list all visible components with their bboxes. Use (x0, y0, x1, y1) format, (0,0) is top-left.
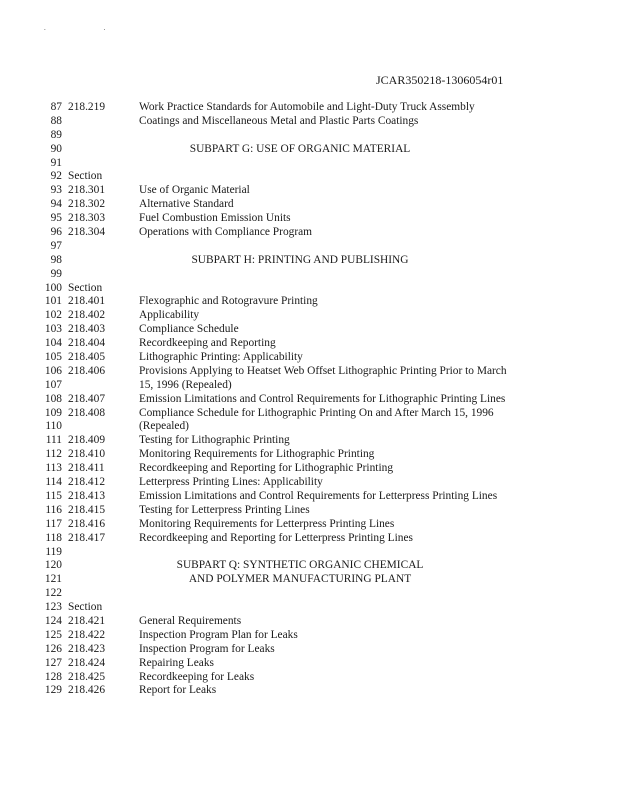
section-title: Applicability (139, 309, 200, 322)
section-title: Lithographic Printing: Applicability (139, 351, 303, 364)
document-id: JCAR350218-1306054r01 (376, 73, 504, 87)
line-row (0, 546, 618, 560)
line-row (0, 282, 618, 296)
section-number: 218.303 (68, 212, 106, 225)
section-number: 218.304 (68, 226, 106, 239)
section-number: Section (68, 170, 103, 183)
line-row (0, 643, 618, 657)
line-number: 90 (50, 142, 62, 155)
line-row (0, 170, 618, 184)
section-title: Report for Leaks (139, 684, 217, 697)
line-number: 121 (44, 573, 62, 586)
section-title: Testing for Lithographic Printing (139, 434, 290, 447)
section-number: 218.412 (68, 476, 106, 489)
line-number: 91 (50, 156, 62, 169)
line-number: 99 (50, 267, 62, 280)
line-number: 104 (44, 337, 62, 350)
subpart-heading: SUBPART H: PRINTING AND PUBLISHING (191, 253, 409, 266)
line-number: 111 (45, 434, 62, 447)
line-number: 107 (44, 378, 62, 391)
line-row (0, 379, 618, 393)
section-number: 218.407 (68, 392, 106, 405)
line-row (0, 101, 618, 115)
line-row (0, 629, 618, 643)
line-number: 119 (45, 545, 62, 558)
line-number: 101 (44, 295, 62, 308)
line-number: 129 (44, 684, 62, 697)
section-title: Fuel Combustion Emission Units (139, 212, 291, 225)
section-title: Repairing Leaks (139, 656, 214, 669)
line-row (0, 212, 618, 226)
section-number: 218.302 (68, 198, 106, 211)
section-number: 218.408 (68, 406, 106, 419)
section-number: 218.403 (68, 323, 106, 336)
line-number: 100 (44, 281, 62, 294)
line-row (0, 226, 618, 240)
section-title: Work Practice Standards for Automobile and Light-Duty Truck Assembly (139, 101, 475, 113)
section-number: 218.426 (68, 684, 106, 697)
section-number: 218.405 (68, 351, 106, 364)
section-number: 218.406 (68, 364, 106, 377)
section-number: 218.404 (68, 337, 106, 350)
line-row (0, 587, 618, 601)
section-title: Emission Limitations and Control Requirements for Letterpress Printing Lines (139, 489, 498, 502)
line-number: 112 (45, 448, 62, 461)
line-number: 128 (44, 670, 62, 683)
line-row (0, 240, 618, 254)
line-row (0, 337, 618, 351)
line-number: 113 (45, 462, 62, 475)
line-row (0, 462, 618, 476)
line-number: 114 (45, 476, 62, 489)
line-number: 94 (50, 198, 62, 211)
section-title: Compliance Schedule for Lithographic Printing On and After March 15, 1996 (139, 406, 494, 419)
line-number: 124 (44, 614, 62, 627)
line-number: 98 (50, 253, 62, 266)
section-title: Monitoring Requirements for Lithographic Printing (139, 448, 375, 461)
line-row (0, 268, 618, 282)
section-number: 218.415 (68, 503, 106, 516)
section-number: 218.424 (68, 656, 106, 669)
line-number: 108 (44, 392, 62, 405)
line-number: 88 (50, 114, 62, 127)
line-number: 117 (45, 517, 62, 530)
section-number: 218.219 (68, 101, 106, 113)
line-row (0, 448, 618, 462)
line-number: 97 (50, 239, 62, 252)
section-title: 15, 1996 (Repealed) (139, 378, 232, 391)
section-number: 218.301 (68, 184, 106, 197)
line-row (0, 143, 618, 157)
section-number: 218.409 (68, 434, 106, 447)
section-number: 218.411 (68, 462, 105, 475)
line-row (0, 490, 618, 504)
line-row (0, 615, 618, 629)
line-row (0, 393, 618, 407)
section-number: 218.413 (68, 489, 106, 502)
line-row (0, 323, 618, 337)
line-row (0, 198, 618, 212)
line-number: 95 (50, 212, 62, 225)
line-row (0, 365, 618, 379)
section-title: (Repealed) (139, 420, 189, 433)
section-title: Provisions Applying to Heatset Web Offset Lithographic Printing Prior to March (139, 364, 507, 377)
subpart-heading: AND POLYMER MANUFACTURING PLANT (188, 573, 412, 586)
line-number: 102 (44, 309, 62, 322)
line-row (0, 407, 618, 421)
subpart-heading: SUBPART Q: SYNTHETIC ORGANIC CHEMICAL (176, 559, 424, 572)
line-row (0, 351, 618, 365)
line-row (0, 684, 618, 698)
section-title: Recordkeeping for Leaks (139, 670, 255, 683)
section-title: Operations with Compliance Program (139, 226, 313, 239)
line-number: 93 (50, 184, 62, 197)
section-title: Inspection Program for Leaks (139, 642, 275, 655)
line-number: 96 (50, 226, 62, 239)
line-row (0, 295, 618, 309)
line-number: 120 (44, 559, 62, 572)
section-title: Use of Organic Material (139, 184, 250, 197)
line-row (0, 657, 618, 671)
line-row (0, 420, 618, 434)
section-title: Compliance Schedule (139, 323, 239, 336)
line-number: 105 (44, 351, 62, 364)
line-number: 126 (44, 642, 62, 655)
line-row (0, 476, 618, 490)
section-title: Emission Limitations and Control Requirements for Lithographic Printing Lines (139, 392, 506, 405)
subpart-heading: SUBPART G: USE OF ORGANIC MATERIAL (189, 142, 411, 155)
section-title: Coatings and Miscellaneous Metal and Plastic Parts Coatings (139, 114, 419, 127)
section-title: Recordkeeping and Reporting (139, 337, 276, 350)
line-list (0, 101, 618, 698)
line-number: 106 (44, 364, 62, 377)
section-title: Testing for Letterpress Printing Lines (139, 503, 310, 516)
section-number: Section (68, 281, 103, 294)
line-number: 115 (45, 489, 62, 502)
scan-marks: . . (44, 24, 134, 32)
line-row (0, 671, 618, 685)
line-row (0, 601, 618, 615)
line-number: 92 (50, 170, 62, 183)
section-number: 218.401 (68, 295, 106, 308)
line-row (0, 434, 618, 448)
section-number: 218.422 (68, 628, 106, 641)
line-row (0, 254, 618, 268)
line-number: 87 (50, 101, 62, 113)
line-row (0, 532, 618, 546)
line-row (0, 115, 618, 129)
line-row (0, 309, 618, 323)
section-title: Monitoring Requirements for Letterpress Printing Lines (139, 517, 395, 530)
section-number: 218.421 (68, 614, 106, 627)
section-title: Recordkeeping and Reporting for Lithographic Printing (139, 462, 394, 475)
section-title: Inspection Program Plan for Leaks (139, 628, 298, 641)
section-number: 218.423 (68, 642, 106, 655)
line-number: 110 (45, 420, 62, 433)
line-number: 123 (44, 601, 62, 614)
line-number: 103 (44, 323, 62, 336)
line-number: 125 (44, 628, 62, 641)
line-number: 89 (50, 128, 62, 141)
line-row (0, 518, 618, 532)
line-number: 122 (44, 587, 62, 600)
section-number: 218.410 (68, 448, 106, 461)
section-number: Section (68, 601, 103, 614)
section-title: General Requirements (139, 614, 242, 627)
line-number: 116 (45, 503, 62, 516)
section-number: 218.425 (68, 670, 106, 683)
line-row (0, 504, 618, 518)
section-number: 218.417 (68, 531, 106, 544)
section-title: Flexographic and Rotogravure Printing (139, 295, 318, 308)
section-number: 218.416 (68, 517, 106, 530)
line-row (0, 129, 618, 143)
line-row (0, 559, 618, 573)
line-row (0, 573, 618, 587)
line-row (0, 184, 618, 198)
line-number: 118 (45, 531, 62, 544)
section-title: Recordkeeping and Reporting for Letterpress Printing Lines (139, 531, 413, 544)
line-number: 127 (44, 656, 62, 669)
section-number: 218.402 (68, 309, 106, 322)
line-row (0, 157, 618, 171)
line-number: 109 (44, 406, 62, 419)
section-title: Letterpress Printing Lines: Applicability (139, 476, 323, 489)
section-title: Alternative Standard (139, 198, 234, 211)
